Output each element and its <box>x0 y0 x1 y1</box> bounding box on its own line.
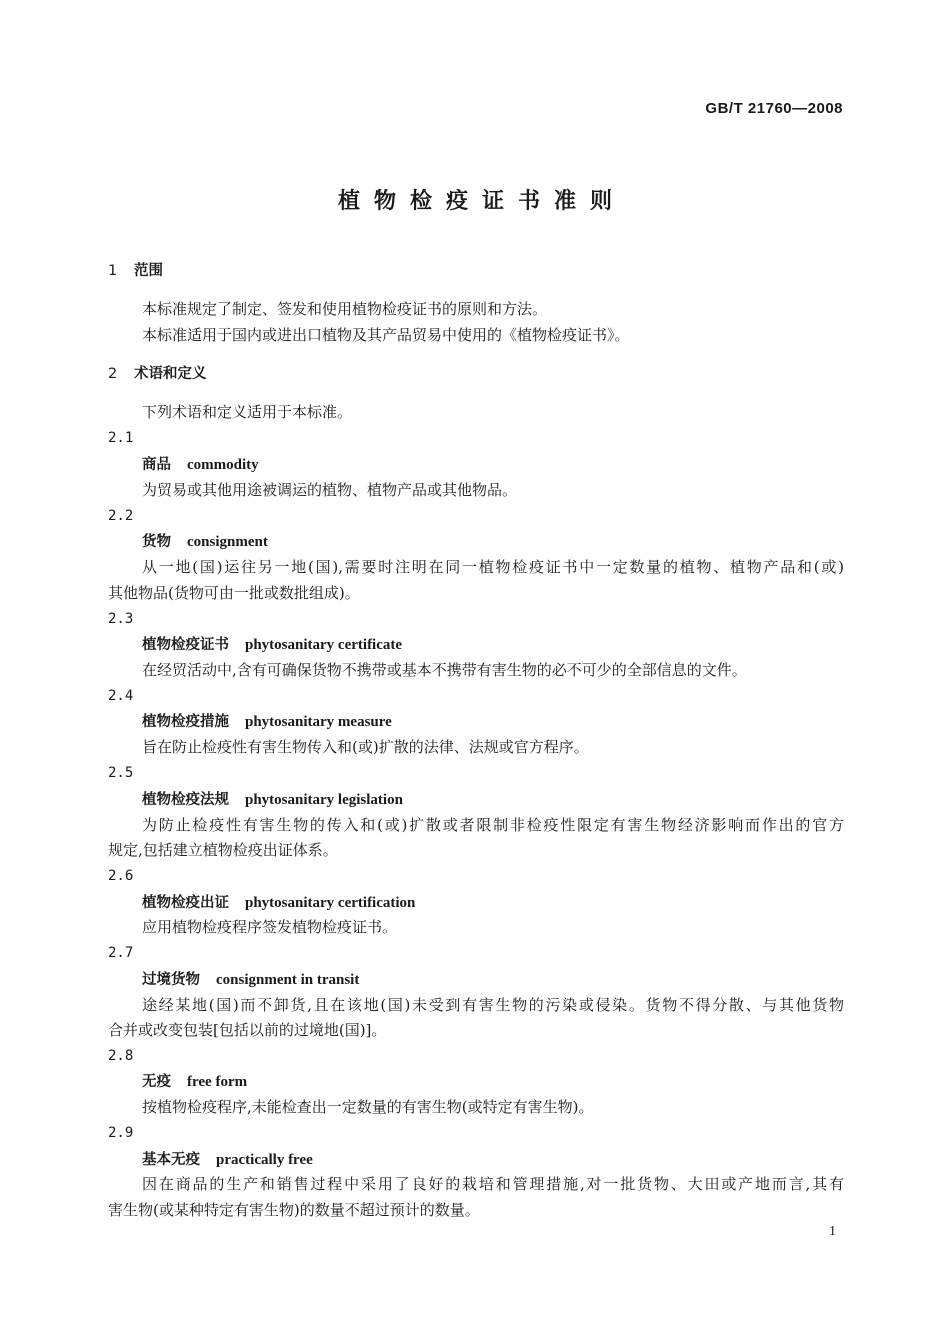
term-entry <box>142 454 844 475</box>
term-entry <box>142 531 844 552</box>
paragraph: 下列术语和定义适用于本标准。 <box>142 403 353 421</box>
section-heading-scope <box>108 261 844 281</box>
term-chinese: 过境货物 <box>142 972 200 988</box>
term-chinese: 植物检疫证书 <box>142 637 229 653</box>
page-number: 1 <box>829 1224 836 1239</box>
term-definition: 为贸易或其他用途被调运的植物、植物产品或其他物品。 <box>142 481 518 499</box>
term-chinese: 商品 <box>142 457 171 473</box>
section-number: 2 <box>108 366 118 382</box>
term-definition: 应用植物检疫程序签发植物检疫证书。 <box>142 918 398 936</box>
term-definition: 途经某地(国)而不卸货,且在该地(国)未受到有害生物的污染或侵染。货物不得分散、与其他货物 <box>142 996 844 1014</box>
term-entry <box>142 1149 844 1170</box>
term-english: phytosanitary certification <box>245 895 416 911</box>
paragraph: 本标准适用于国内或进出口植物及其产品贸易中使用的《植物检疫证书》。 <box>142 326 630 344</box>
term-entry <box>142 789 844 810</box>
term-definition: 为防止检疫性有害生物的传入和(或)扩散或者限制非检疫性限定有害生物经济影响而作出的官方 <box>142 816 844 834</box>
term-definition: 在经贸活动中,含有可确保货物不携带或基本不携带有害生物的必不可少的全部信息的文件。 <box>142 661 747 679</box>
clause-number: 2.6 <box>108 868 134 884</box>
term-chinese: 无疫 <box>142 1074 171 1090</box>
term-chinese: 基本无疫 <box>142 1152 200 1168</box>
section-heading-terms <box>108 364 844 384</box>
term-definition-cont: 害生物(或某种特定有害生物)的数量不超过预计的数量。 <box>108 1201 480 1219</box>
clause-number: 2.7 <box>108 945 134 961</box>
clause-number: 2.1 <box>108 430 134 446</box>
section-title: 术语和定义 <box>134 366 207 382</box>
term-entry <box>142 969 844 990</box>
term-entry <box>142 634 844 655</box>
term-entry <box>142 892 844 913</box>
section-number: 1 <box>108 263 118 279</box>
term-definition-cont: 规定,包括建立植物检疫出证体系。 <box>108 841 338 859</box>
clause-number: 2.9 <box>108 1125 134 1141</box>
term-definition: 旨在防止检疫性有害生物传入和(或)扩散的法律、法规或官方程序。 <box>142 738 589 756</box>
term-english: consignment <box>187 534 268 550</box>
term-english: free form <box>187 1074 248 1090</box>
standard-code: GB/T 21760—2008 <box>705 100 843 117</box>
term-definition: 按植物检疫程序,未能检查出一定数量的有害生物(或特定有害生物)。 <box>142 1098 594 1116</box>
term-english: phytosanitary certificate <box>245 637 403 653</box>
term-english: phytosanitary measure <box>245 714 392 730</box>
term-entry <box>142 711 844 732</box>
term-definition-cont: 合并或改变包装[包括以前的过境地(国)]。 <box>108 1021 387 1039</box>
clause-number: 2.2 <box>108 508 134 524</box>
term-chinese: 植物检疫措施 <box>142 714 229 730</box>
term-definition: 从一地(国)运往另一地(国),需要时注明在同一植物检疫证书中一定数量的植物、植物产品和(或) <box>142 558 844 576</box>
term-chinese: 货物 <box>142 534 171 550</box>
term-english: commodity <box>187 457 259 473</box>
term-chinese: 植物检疫出证 <box>142 895 229 911</box>
document-title: 植物检疫证书准则 <box>337 189 626 214</box>
term-english: phytosanitary legislation <box>245 792 403 808</box>
clause-number: 2.3 <box>108 611 134 627</box>
term-definition-cont: 其他物品(货物可由一批或数批组成)。 <box>108 584 360 602</box>
term-entry <box>142 1071 844 1092</box>
clause-number: 2.4 <box>108 688 134 704</box>
section-title: 范围 <box>134 263 163 279</box>
term-chinese: 植物检疫法规 <box>142 792 229 808</box>
term-definition: 因在商品的生产和销售过程中采用了良好的栽培和管理措施,对一批货物、大田或产地而言,其有 <box>142 1175 844 1193</box>
term-english: practically free <box>216 1152 313 1168</box>
clause-number: 2.8 <box>108 1048 134 1064</box>
clause-number: 2.5 <box>108 765 134 781</box>
term-english: consignment in transit <box>216 972 360 988</box>
paragraph: 本标准规定了制定、签发和使用植物检疫证书的原则和方法。 <box>142 300 548 318</box>
